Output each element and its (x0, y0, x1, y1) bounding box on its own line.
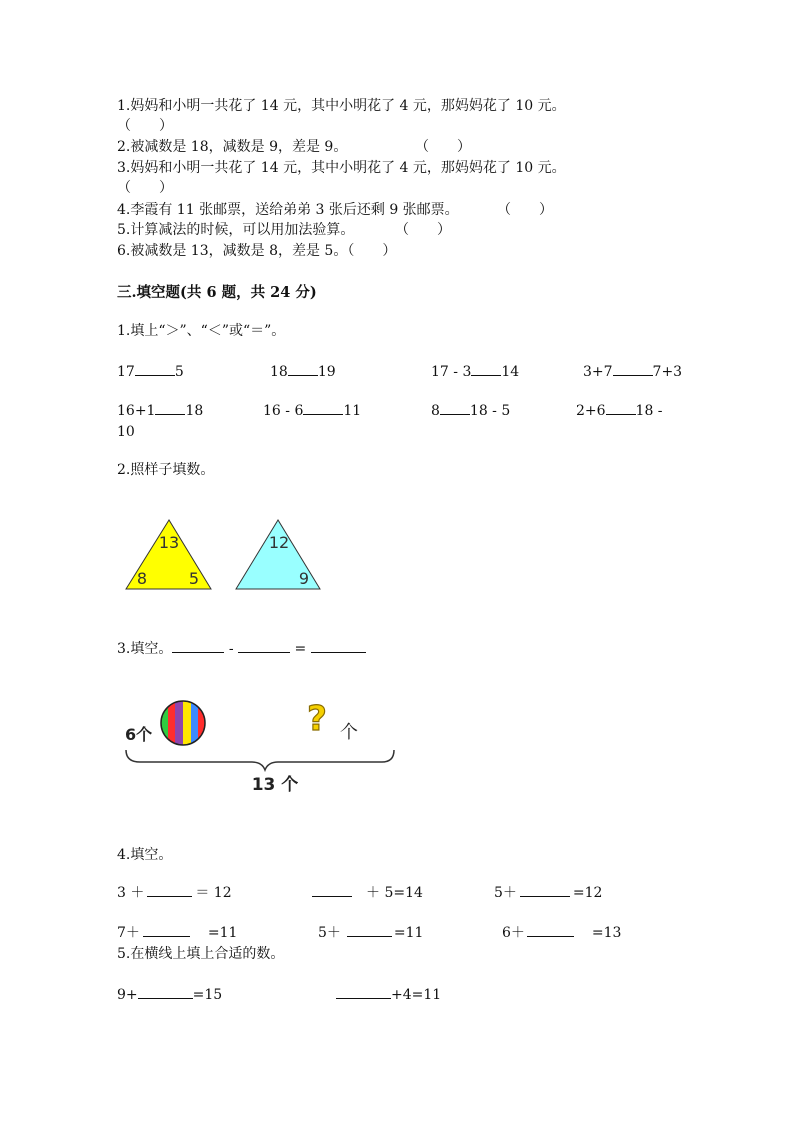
compare-right: 7+3 (652, 364, 683, 380)
compare-wrap-text: 10 (117, 424, 135, 440)
compare-right: 18 - (635, 403, 663, 419)
q4-blank[interactable] (347, 924, 392, 937)
compare-left: 16 - 6 (263, 403, 304, 419)
q5-title: 5.在横线上填上合适的数。 (117, 946, 285, 962)
q5-term: =15 (192, 987, 223, 1003)
judge-q3-answer-paren[interactable]: （ ） (117, 180, 173, 196)
judge-q5-answer-paren[interactable]: （ ） (395, 222, 451, 238)
q5-eq-1 (117, 986, 222, 1004)
judge-q5-text: 5.计算减法的时候，可以用加法验算。 (117, 222, 355, 238)
q4-term: 5＋ (494, 885, 517, 901)
question-mark: ? (307, 699, 327, 739)
q4-term: =11 (393, 925, 424, 941)
compare-blank[interactable] (606, 402, 636, 415)
q4-eq-4 (117, 924, 237, 942)
section-title: 三.填空题(共 6 题，共 24 分) (117, 284, 317, 301)
unknown-unit-label: 个 (340, 722, 358, 743)
q3-equation (117, 640, 366, 658)
compare-left: 3+7 (583, 364, 613, 380)
compare-right: 18 - 5 (469, 403, 511, 419)
q4-eq-2 (312, 884, 423, 902)
q5-blank[interactable] (336, 986, 391, 999)
q3-blank-2[interactable] (238, 640, 290, 653)
known-count-label: 6个 (125, 725, 153, 744)
judge-q3-text: 3.妈妈和小明一共花了 14 元，其中小明花了 4 元，那妈妈花了 10 元。 (117, 160, 566, 176)
compare-left: 18 (270, 364, 288, 380)
compare-left: 8 (431, 403, 440, 419)
q4-eq-6 (502, 924, 621, 942)
judge-q2-answer-paren[interactable]: （ ） (415, 139, 471, 155)
compare-left: 2+6 (576, 403, 606, 419)
q4-blank[interactable] (527, 924, 574, 937)
q4-term: 6＋ (502, 925, 525, 941)
ball-illustration (120, 690, 410, 800)
q5-term: 9+ (117, 987, 138, 1003)
judge-q1-text: 1.妈妈和小明一共花了 14 元，其中小明花了 4 元，那妈妈花了 10 元。 (117, 98, 566, 114)
compare-blank[interactable] (155, 402, 185, 415)
compare-item (431, 402, 510, 420)
compare-left: 17 - 3 (431, 364, 472, 380)
compare-item (576, 402, 663, 420)
triangle1-right-number: 5 (188, 569, 200, 588)
striped-ball-icon (160, 700, 206, 746)
compare-item (583, 363, 682, 381)
compare-blank[interactable] (303, 402, 343, 415)
compare-blank[interactable] (613, 363, 653, 376)
q4-blank[interactable] (520, 884, 570, 897)
compare-blank[interactable] (471, 363, 501, 376)
triangle1-left-number: 8 (136, 569, 148, 588)
q3-equals: = (294, 641, 307, 657)
compare-item (117, 363, 184, 381)
compare-right: 18 (185, 403, 204, 419)
brace (126, 750, 394, 770)
q3-minus: - (228, 641, 234, 657)
q4-term: =12 (572, 885, 603, 901)
compare-left: 16+1 (117, 403, 156, 419)
compare-blank[interactable] (135, 363, 175, 376)
q4-eq-3 (494, 884, 602, 902)
q4-term: =13 (591, 925, 622, 941)
judge-q1-answer-paren[interactable]: （ ） (117, 118, 173, 134)
judge-q4-answer-paren[interactable]: （ ） (497, 202, 553, 218)
question-mark-icon (307, 699, 327, 739)
compare-right: 14 (501, 364, 520, 380)
compare-left: 17 (117, 364, 135, 380)
total-count-label: 13 个 (251, 775, 299, 795)
compare-blank[interactable] (288, 363, 318, 376)
compare-item (431, 363, 519, 381)
q4-blank[interactable] (312, 884, 352, 897)
compare-item (270, 363, 336, 381)
q4-blank[interactable] (143, 924, 190, 937)
triangle1-top-number: 13 (158, 533, 180, 552)
q4-term: 5＋ (318, 925, 341, 941)
q1-title: 1.填上“＞”、“＜”或“＝”。 (117, 323, 286, 339)
compare-right: 5 (174, 364, 184, 380)
judge-q4-text: 4.李霞有 11 张邮票，送给弟弟 3 张后还剩 9 张邮票。 (117, 202, 459, 218)
q5-eq-2 (336, 986, 441, 1004)
q4-term: ＝ 12 (195, 885, 232, 901)
q3-blank-3[interactable] (311, 640, 366, 653)
q5-term: +4=11 (391, 987, 442, 1003)
judge-q2-text: 2.被减数是 18，减数是 9，差是 9。 (117, 139, 348, 155)
number-triangles (120, 515, 340, 595)
q4-title: 4.填空。 (117, 847, 173, 863)
q4-term: 7＋ (117, 925, 140, 941)
q4-eq-5 (318, 924, 423, 942)
compare-right: 19 (317, 364, 336, 380)
q4-eq-1 (117, 884, 232, 902)
compare-item (117, 402, 203, 420)
compare-blank[interactable] (440, 402, 470, 415)
q3-blank-1[interactable] (172, 640, 224, 653)
q3-title: 3.填空。 (117, 641, 173, 657)
triangle2-top-number: 12 (268, 533, 290, 552)
q4-term: ＋ 5=14 (366, 885, 423, 901)
q5-blank[interactable] (138, 986, 193, 999)
q2-title: 2.照样子填数。 (117, 462, 215, 478)
compare-right: 11 (343, 403, 362, 419)
judge-q6-text: 6.被减数是 13，减数是 8，差是 5。（ ） (117, 243, 397, 259)
triangle2-right-number: 9 (298, 569, 310, 588)
compare-item (263, 402, 361, 420)
q4-term: =11 (207, 925, 238, 941)
q4-blank[interactable] (147, 884, 192, 897)
q4-term: 3 ＋ (117, 885, 145, 901)
